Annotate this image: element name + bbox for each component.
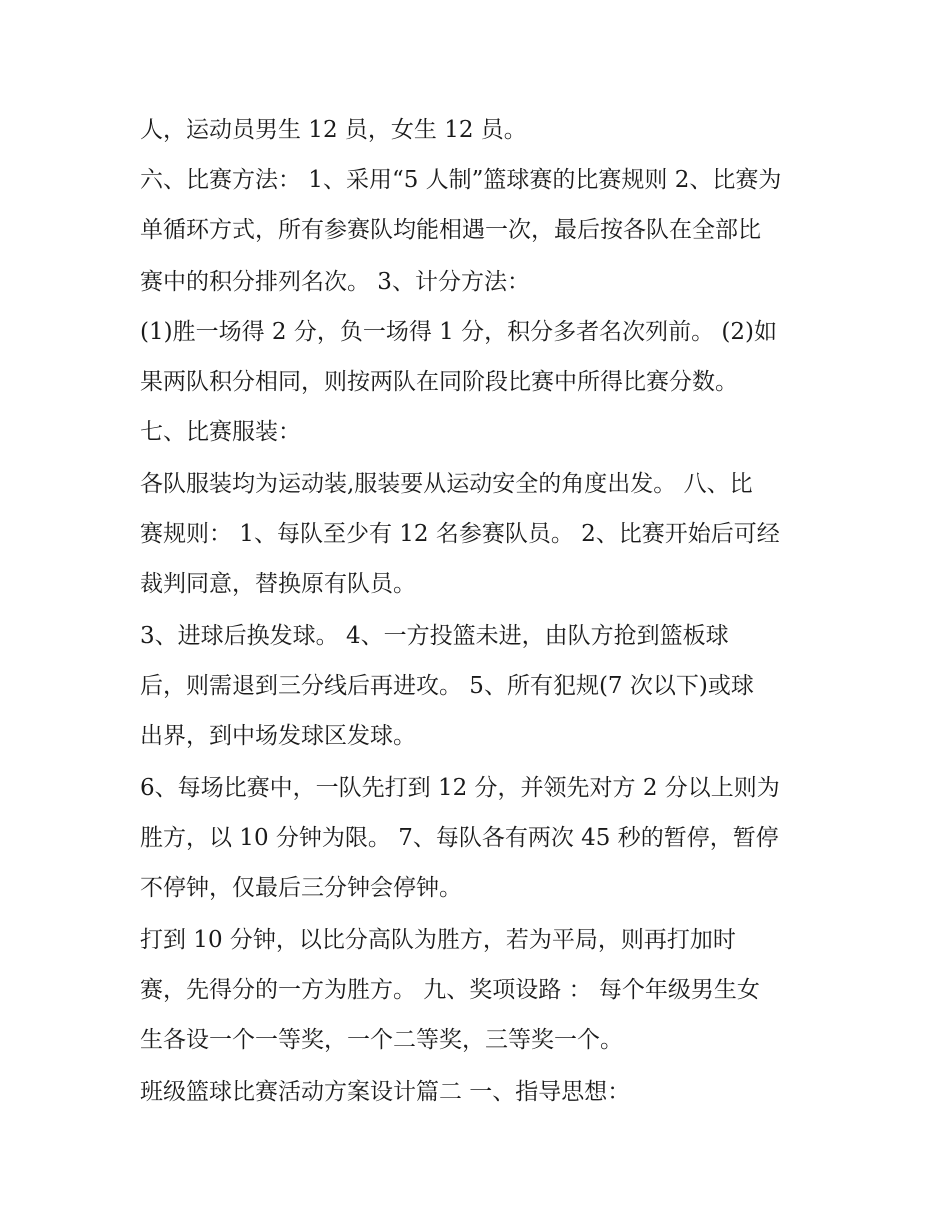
text-line: (1)胜一场得 2 分，负一场得 1 分，积分多者名次列前。 (2)如 <box>140 319 777 345</box>
text-line: 单循环方式，所有参赛队均能相遇一次，最后按各队在全部比 <box>140 217 761 243</box>
text-line: 人，运动员男生 12 员，女生 12 员。 <box>140 117 527 143</box>
text-line: 各队服装均为运动装,服装要从运动安全的角度出发。 八、比 <box>140 471 753 497</box>
text-line: 打到 10 分钟，以比分高队为胜方，若为平局，则再打加时 <box>140 927 736 953</box>
text-line: 赛规则： 1、每队至少有 12 名参赛队员。 2、比赛开始后可经 <box>140 521 780 547</box>
section-heading: 七、比赛服装： <box>140 419 301 445</box>
text-line: 赛，先得分的一方为胜方。 九、奖项设路 ： 每个年级男生女 <box>140 977 760 1003</box>
text-line: 六、比赛方法： 1、采用“5 人制”篮球赛的比赛规则 2、比赛为 <box>140 167 782 193</box>
text-line: 胜方，以 10 分钟为限。 7、每队各有两次 45 秒的暂停，暂停 <box>140 825 779 851</box>
text-line: 3、进球后换发球。 4、一方投篮未进，由队方抢到篮板球 <box>140 623 729 649</box>
text-line: 裁判同意，替换原有队员。 <box>140 571 416 597</box>
text-line: 后，则需退到三分线后再进攻。 5、所有犯规(7 次以下)或球 <box>140 673 754 699</box>
text-line: 班级篮球比赛活动方案设计篇二 一、指导思想： <box>140 1079 631 1105</box>
text-line: 果两队积分相同，则按两队在同阶段比赛中所得比赛分数。 <box>140 369 738 395</box>
text-line: 6、每场比赛中，一队先打到 12 分，并领先对方 2 分以上则为 <box>140 775 780 801</box>
text-line: 赛中的积分排列名次。 3、计分方法： <box>140 269 530 295</box>
text-line: 出界，到中场发球区发球。 <box>140 723 416 749</box>
text-line: 生各设一个一等奖，一个二等奖，三等奖一个。 <box>140 1027 623 1053</box>
text-line: 不停钟，仅最后三分钟会停钟。 <box>140 875 462 901</box>
